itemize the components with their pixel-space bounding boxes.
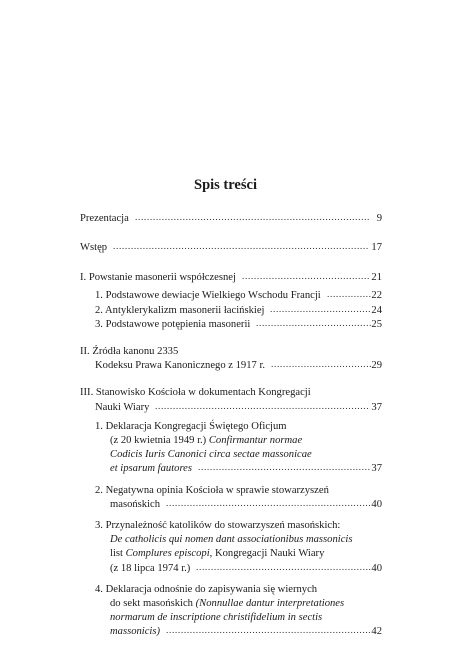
date-text: (z 18 lipca 1974 r.)	[110, 563, 191, 574]
dot-leader: .......................................	[256, 319, 373, 329]
toc-entry-section-3-4-line2	[110, 599, 344, 612]
dot-leader: .....................................................................	[166, 499, 372, 509]
latin-title: et ipsarum fautores	[110, 463, 193, 474]
latin-title: (Nonnullae dantur interpretationes	[195, 598, 345, 609]
toc-page-number: 40	[371, 563, 382, 574]
dot-leader: ......................................................................................	[113, 242, 369, 252]
latin-title: Codicis Iuris Canonici circa sectae massonicae	[110, 449, 312, 460]
toc-entry-section-3-3-line2	[110, 535, 352, 548]
dot-leader: ...............	[327, 290, 372, 300]
dot-leader: ...........................................................	[196, 563, 372, 573]
toc-entry-text: masońskich	[110, 499, 161, 510]
toc-page-number: 42	[371, 626, 382, 637]
toc-entry-section-3-4-line1: 4. Deklaracja odnośnie do zapisywania się wiernych	[95, 584, 318, 595]
toc-title: Spis treści	[194, 177, 257, 193]
toc-page-number: 29	[371, 360, 382, 371]
latin-title: massonicis)	[110, 626, 161, 637]
toc-entry-section-3-1-line3	[110, 450, 312, 463]
toc-entry-chapter-1[interactable]	[80, 273, 382, 286]
toc-page-number: 40	[371, 499, 382, 510]
toc-entry-section-3-2-line1: 2. Negatywna opinia Kościoła w sprawie stowarzyszeń	[95, 485, 329, 496]
toc-entry-section-3-3-line3	[110, 549, 324, 562]
toc-entry-text: 2. Antyklerykalizm masonerii łacińskiej	[95, 305, 265, 316]
toc-entry-section-3-3[interactable]	[110, 564, 382, 577]
toc-page-number: 37	[371, 463, 382, 474]
toc-entry-chapter-1-3[interactable]	[95, 320, 382, 333]
dot-leader: ..................................	[270, 305, 372, 315]
dot-leader: .....................................................................	[166, 626, 372, 636]
toc-entry-section-3-3-line1: 3. Przynależność katolików do stowarzyszeń masońskich:	[95, 520, 341, 531]
toc-entry-text: do sekt masońskich	[110, 598, 196, 609]
toc-page-number: 24	[371, 305, 382, 316]
toc-page-number: 25	[371, 319, 382, 330]
toc-entry-chapter-2-line1: II. Źródła kanonu 2335	[80, 346, 179, 357]
latin-title: Confirmantur normae	[208, 435, 303, 446]
toc-entry-section-3-4[interactable]	[110, 627, 382, 640]
toc-entry-wstep[interactable]	[80, 243, 382, 256]
dot-leader: ........................................................................	[155, 402, 370, 412]
toc-entry-text: 1. Podstawowe dewiacje Wielkiego Wschodu Francji	[95, 290, 321, 301]
toc-entry-prezentacja[interactable]	[80, 214, 382, 227]
dot-leader: ...........................................	[242, 272, 370, 282]
toc-entry-section-3-1-line2	[110, 436, 302, 449]
toc-entry-chapter-1-2[interactable]	[95, 306, 382, 319]
latin-title: Complures episcopi	[125, 548, 210, 559]
date-text: (z 20 kwietnia 1949 r.)	[110, 435, 209, 446]
toc-page-number: 22	[371, 290, 382, 301]
dot-leader: ..................................	[271, 360, 373, 370]
toc-entry-chapter-3-line1: III. Stanowisko Kościoła w dokumentach Kongregacji	[80, 387, 311, 398]
toc-entry-chapter-1-1[interactable]	[95, 291, 382, 304]
toc-page-number: 21	[371, 272, 382, 283]
toc-entry-text: Wstęp	[80, 242, 108, 253]
toc-page-number: 17	[371, 242, 382, 253]
toc-entry-chapter-2[interactable]	[95, 361, 382, 374]
toc-entry-section-3-1-line1: 1. Deklaracja Kongregacji Świętego Oficjum	[95, 421, 287, 432]
toc-entry-section-3-2[interactable]	[110, 500, 382, 513]
latin-title: De catholicis qui nomen dant associationibus massonicis	[110, 534, 353, 545]
toc-entry-text: I. Powstanie masonerii współczesnej	[80, 272, 236, 283]
toc-entry-text: Kodeksu Prawa Kanonicznego z 1917 r.	[95, 360, 266, 371]
toc-entry-text: list	[110, 548, 126, 559]
toc-entry-text: Nauki Wiary	[95, 402, 150, 413]
dot-leader: ..........................................................	[198, 463, 371, 473]
toc-page-number: 37	[371, 402, 382, 413]
toc-entry-chapter-3[interactable]	[95, 403, 382, 416]
toc-entry-text: Prezentacja	[80, 213, 129, 224]
toc-entry-section-3-4-line3	[110, 613, 322, 626]
dot-leader: ...............................................................................	[135, 213, 371, 223]
toc-entry-text: , Kongregacji Nauki Wiary	[209, 548, 325, 559]
toc-entry-text: 3. Podstawowe potępienia masonerii	[95, 319, 251, 330]
toc-page-number: 9	[376, 213, 382, 224]
toc-entry-section-3-1[interactable]	[110, 464, 382, 477]
latin-title: normarum de inscriptione christifidelium in sectis	[110, 612, 323, 623]
